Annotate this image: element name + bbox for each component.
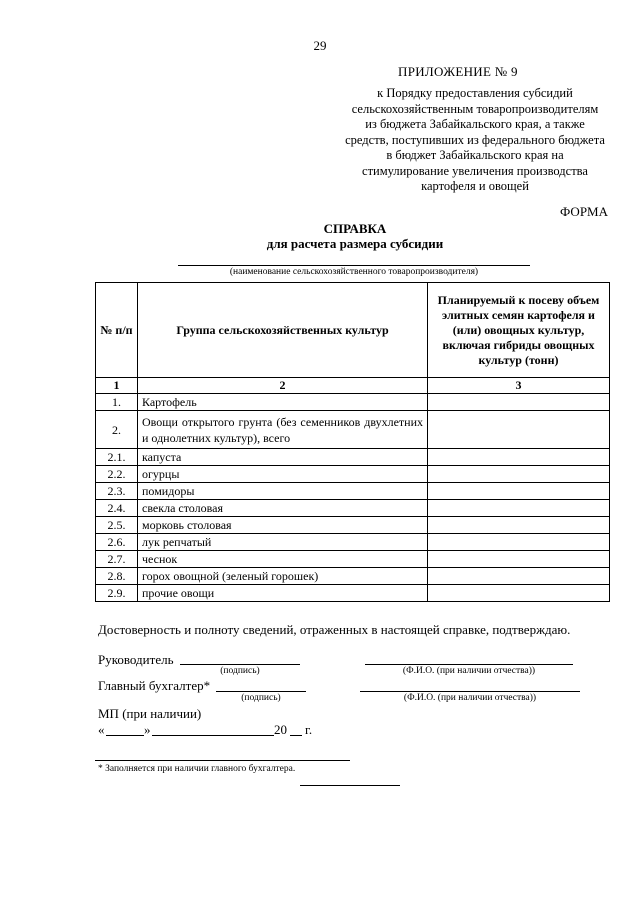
row-crop-name: чеснок [138,551,428,568]
column-number: 1 [96,378,138,394]
row-value-cell[interactable] [428,411,610,449]
appendix-line: стимулирование увеличения производства [362,163,588,178]
appendix-line: сельскохозяйственным товаропроизводителям [351,101,599,116]
date-open-quote: « [98,722,105,737]
table-row [96,500,610,517]
appendix-line: средств, поступивших из федерального бюджета [345,132,605,147]
row-crop-name: горох овощной (зеленый горошек) [138,568,428,585]
page-number: 29 [313,38,327,53]
appendix-text [330,86,620,195]
column-number: 2 [138,378,428,394]
document-title [0,221,640,251]
title-sub: для расчета размера субсидии [266,236,444,251]
date-year-prefix: 20 [274,722,287,737]
row-crop-name: Овощи открытого грунта (без семенников двухлетних и однолетних культур), всего [138,411,428,449]
table-row [96,568,610,585]
stamp-label: МП (при наличии) [98,706,202,721]
row-number: 2.2. [96,466,138,483]
row-number: 2.3. [96,483,138,500]
row-value-cell[interactable] [428,394,610,411]
row-number: 1. [96,394,138,411]
date-day-line[interactable] [106,735,144,736]
row-number: 2.7. [96,551,138,568]
table-row [96,517,610,534]
table-row [96,585,610,602]
row-value-cell[interactable] [428,517,610,534]
accountant-fio-caption: (Ф.И.О. (при наличии отчества)) [403,693,537,703]
accountant-fio-line[interactable] [360,691,580,692]
row-value-cell[interactable] [428,551,610,568]
appendix-line: картофеля и овощей [421,179,529,193]
chief-accountant-label: Главный бухгалтер* [98,678,211,693]
appendix-line: из бюджета Забайкальского края, а также [365,117,585,131]
appendix-title: ПРИЛОЖЕНИЕ № 9 [398,64,518,79]
row-crop-name: помидоры [138,483,428,500]
head-fio-caption: (Ф.И.О. (при наличии отчества)) [402,666,536,676]
table-row [96,534,610,551]
row-number: 2.5. [96,517,138,534]
table-row [96,449,610,466]
org-name-line[interactable] [178,265,530,266]
date-month-line[interactable] [152,735,274,736]
head-signature-line[interactable] [180,664,300,665]
row-crop-name: огурцы [138,466,428,483]
table-row [96,483,610,500]
header-planned-volume: Планируемый к посеву объем элитных семян картофеля и (или) овощных культур, включая гибриды овощных культур (тонн) [428,283,610,378]
appendix-line: в бюджет Забайкальского края на [386,148,564,162]
row-number: 2.9. [96,585,138,602]
row-value-cell[interactable] [428,449,610,466]
head-fio-line[interactable] [365,664,573,665]
row-number: 2.1. [96,449,138,466]
row-crop-name: Картофель [138,394,428,411]
column-number-row [96,378,610,394]
footnote: * Заполняется при наличии главного бухгалтера. [98,764,296,774]
row-number: 2.8. [96,568,138,585]
row-number: 2.4. [96,500,138,517]
date-close-quote: » [144,722,151,737]
row-crop-name: лук репчатый [138,534,428,551]
org-name-caption: (наименование сельскохозяйственного товаропроизводителя) [229,267,479,277]
row-value-cell[interactable] [428,568,610,585]
end-separator [300,785,400,786]
footnote-separator [95,760,350,761]
row-value-cell[interactable] [428,500,610,517]
table-header-row [96,283,610,378]
row-crop-name: прочие овощи [138,585,428,602]
header-number: № п/п [96,283,138,378]
appendix-line: к Порядку предоставления субсидий [377,86,573,100]
date-year-line[interactable] [290,735,302,736]
table-row [96,466,610,483]
crops-table [95,282,610,602]
accountant-signature-caption: (подпись) [241,693,281,703]
row-crop-name: морковь столовая [138,517,428,534]
confirmation-text: Достоверность и полноту сведений, отраженных в настоящей справке, подтверждаю. [98,622,571,637]
row-crop-name: свекла столовая [138,500,428,517]
row-number: 2. [96,411,138,449]
row-number: 2.6. [96,534,138,551]
row-value-cell[interactable] [428,585,610,602]
table-row [96,551,610,568]
head-signature-caption: (подпись) [220,666,260,676]
column-number: 3 [428,378,610,394]
row-value-cell[interactable] [428,534,610,551]
title-main: СПРАВКА [323,221,387,236]
accountant-signature-line[interactable] [216,691,306,692]
row-value-cell[interactable] [428,466,610,483]
header-crop-group: Группа сельскохозяйственных культур [138,283,428,378]
table-row [96,411,610,449]
row-value-cell[interactable] [428,483,610,500]
head-label: Руководитель [98,652,174,667]
form-label: ФОРМА [560,204,608,219]
table-row [96,394,610,411]
date-year-suffix: г. [305,722,313,737]
row-crop-name: капуста [138,449,428,466]
